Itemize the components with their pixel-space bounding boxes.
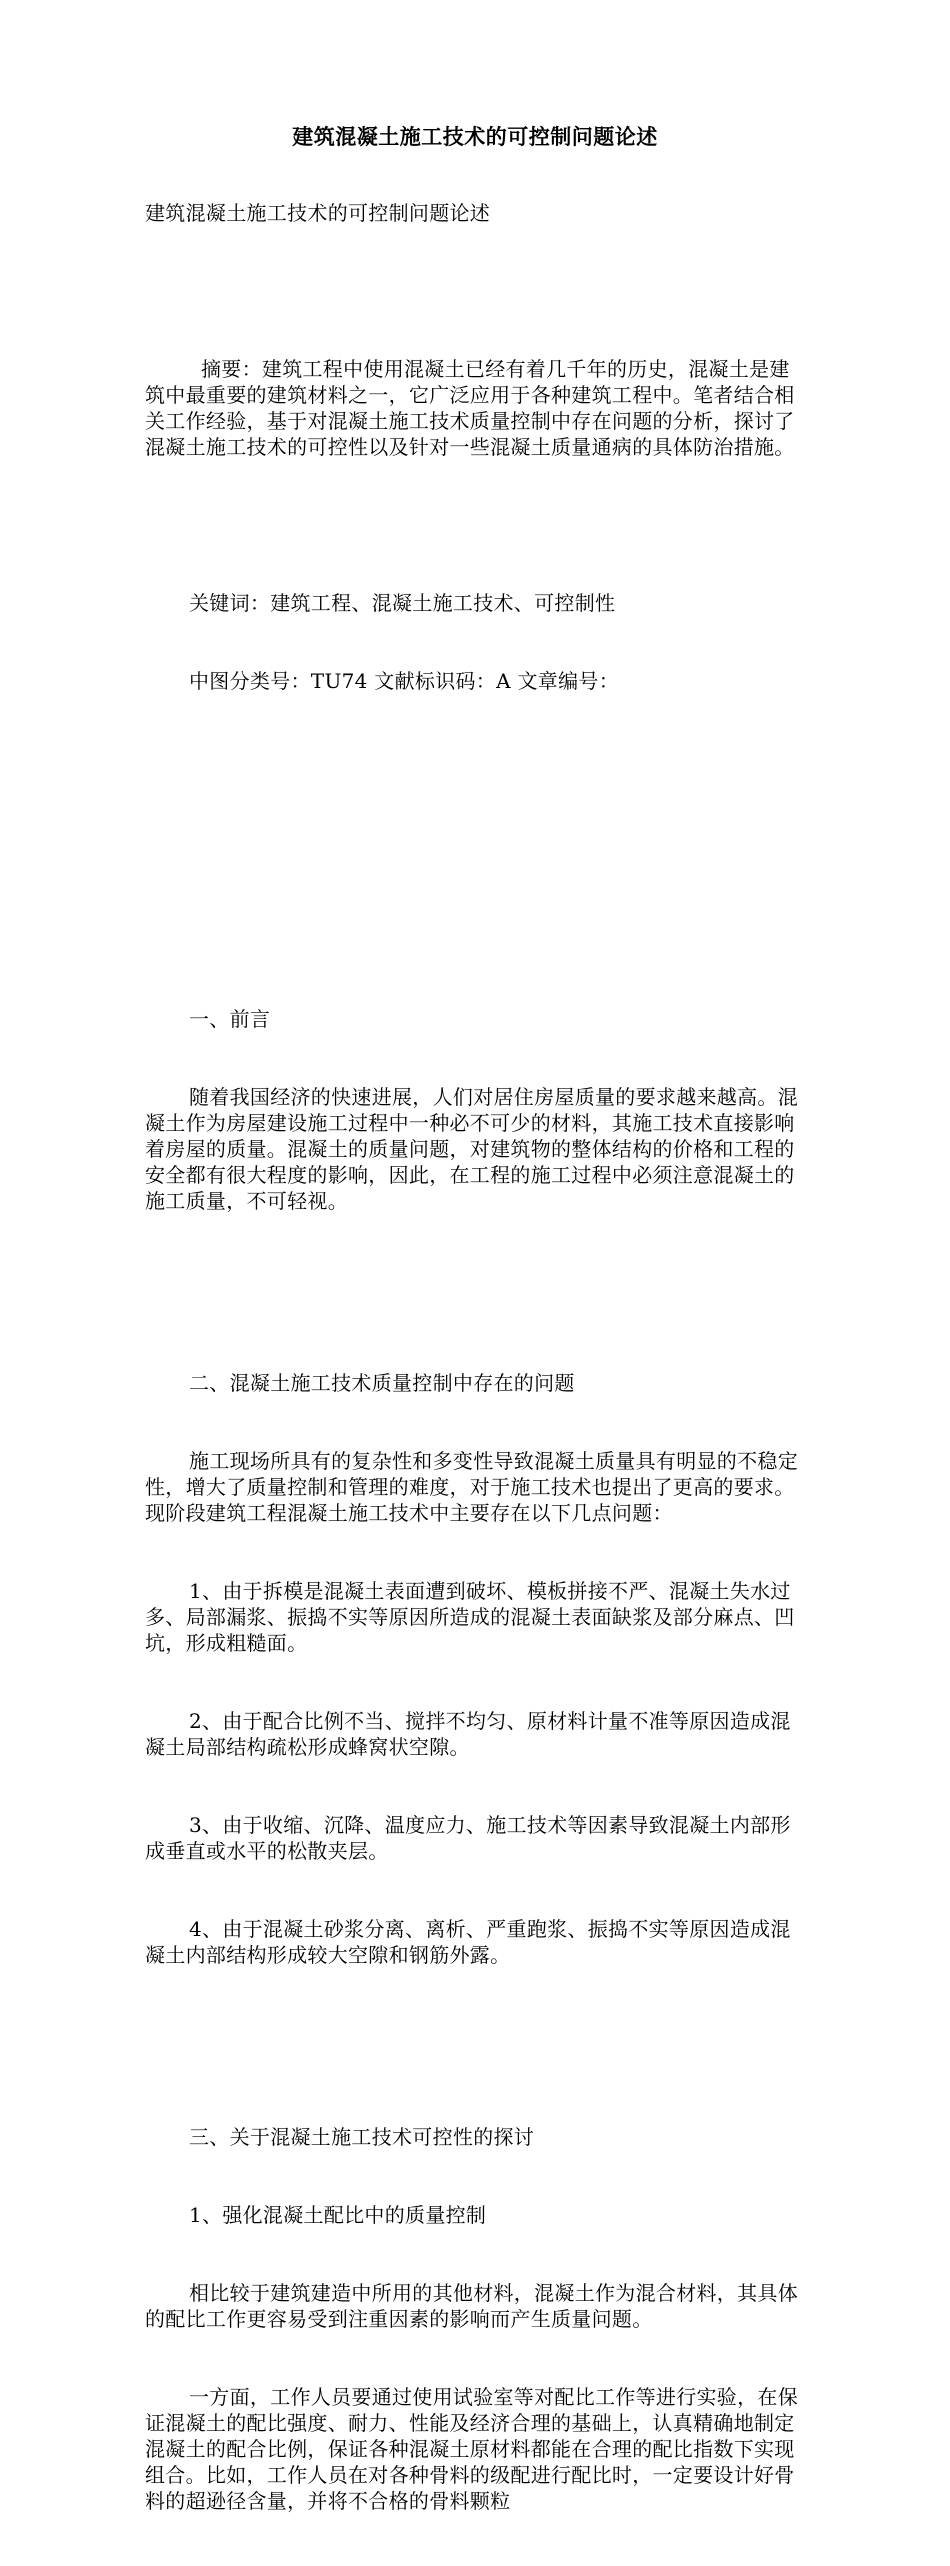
classification-line: 中图分类号：TU74 文献标识码：A 文章编号： <box>189 669 620 693</box>
spacer <box>145 512 807 538</box>
spacer <box>145 824 807 850</box>
document-body <box>145 148 807 2566</box>
list-item: 1、由于拆模是混凝土表面遭到破坏、模板拼接不严、混凝土失水过多、局部漏浆、振捣不实等原因所造成的混凝土表面缺浆及部分麻点、凹坑，形成粗糙面。 <box>145 1579 795 1655</box>
document-title: 建筑混凝土施工技术的可控制问题论述 <box>292 125 658 149</box>
subsection-heading: 1、强化混凝土配比中的质量控制 <box>189 2203 487 2227</box>
body-paragraph: 施工现场所具有的复杂性和多变性导致混凝土质量具有明显的不稳定性，增大了质量控制和管理的难度，对于施工技术也提出了更高的要求。现阶段建筑工程混凝土施工技术中主要存在以下几点问题： <box>145 1449 798 1525</box>
spacer <box>145 746 807 772</box>
list-item: 3、由于收缩、沉降、温度应力、施工技术等因素导致混凝土内部形成垂直或水平的松散夹层。 <box>145 1813 791 1863</box>
spacer <box>145 902 807 928</box>
list-item: 2、由于配合比例不当、搅拌不均匀、原材料计量不准等原因造成混凝土局部结构疏松形成蜂窝状空隙。 <box>145 1709 791 1759</box>
document-subtitle: 建筑混凝土施工技术的可控制问题论述 <box>145 201 491 225</box>
body-paragraph: 随着我国经济的快速进展，人们对居住房屋质量的要求越来越高。混凝土作为房屋建设施工过程中一种必不可少的材料，其施工技术直接影响着房屋的质量。混凝土的质量问题，对建筑物的整体结构的价格和工程的安全都有很大程度的影响，因此，在工程的施工过程中必须注意混凝土的施工质量，不可轻视。 <box>145 1085 798 1213</box>
section-heading: 一、前言 <box>189 1007 271 1031</box>
body-paragraph: 一方面，工作人员要通过使用试验室等对配比工作等进行实验，在保证混凝土的配比强度、耐力、性能及经济合理的基础上，认真精确地制定混凝土的配合比例，保证各种混凝土原材料都能在合理的配比指数下实现组合。比如，工作人员在对各种骨料的级配进行配比时，一定要设计好骨料的超逊径含量，并将不合格的骨料颗粒 <box>145 2385 798 2513</box>
spacer <box>145 278 807 304</box>
section-heading: 三、关于混凝土施工技术可控性的探讨 <box>189 2125 535 2149</box>
body-paragraph: 相比较于建筑建造中所用的其他材料，混凝土作为混合材料，其具体的配比工作更容易受到注重因素的影响而产生质量问题。 <box>145 2281 798 2331</box>
spacer <box>145 2020 807 2046</box>
section-heading: 二、混凝土施工技术质量控制中存在的问题 <box>189 1371 575 1395</box>
abstract-paragraph: 摘要：建筑工程中使用混凝土已经有着几千年的历史，混凝土是建筑中最重要的建筑材料之一，它广泛应用于各种建筑工程中。笔者结合相关工作经验，基于对混凝土施工技术质量控制中存在问题的分析，探讨了混凝土施工技术的可控性以及针对一些混凝土质量通病的具体防治措施。 <box>145 357 795 459</box>
spacer <box>145 1266 807 1292</box>
list-item: 4、由于混凝土砂浆分离、离析、严重跑浆、振捣不实等原因造成混凝土内部结构形成较大空隙和钢筋外露。 <box>145 1917 791 1967</box>
keywords-line: 关键词：建筑工程、混凝土施工技术、可控制性 <box>189 591 616 615</box>
